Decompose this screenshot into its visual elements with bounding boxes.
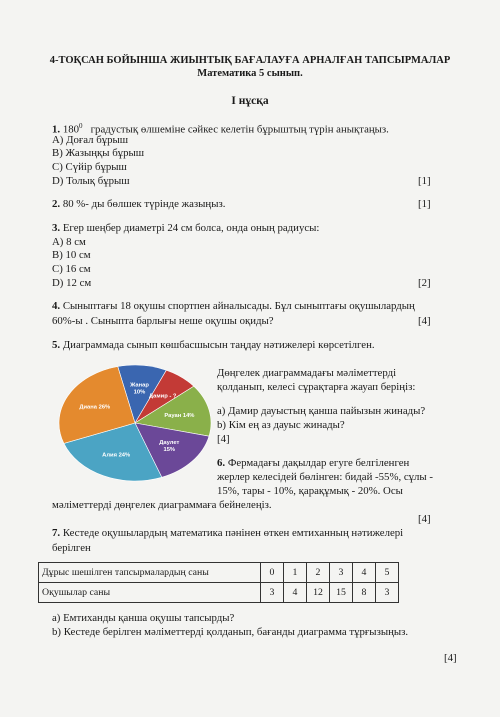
question-2 [52, 198, 225, 211]
question-3-option-d: D) 12 см [52, 277, 92, 289]
question-4-mark: [4] [418, 315, 431, 327]
table-cell: 12 [307, 583, 330, 603]
question-7-line-2: берілген [52, 542, 91, 554]
table-row-1-label: Дұрыс шешілген тапсырмалардың саны [39, 563, 261, 583]
question-3-mark: [2] [418, 277, 431, 289]
table-cell: 1 [284, 563, 307, 583]
question-4-text-1: Сыныптағы 18 оқушы спортпен айналысады. Бұл сыныптағы оқушылардың [62, 300, 415, 312]
table-cell: 3 [261, 583, 284, 603]
question-7-part-a: а) Емтиханды қанша оқушы тапсырды? [52, 612, 235, 624]
table-cell: 0 [261, 563, 284, 583]
worksheet-title: 4-ТОҚСАН БОЙЫНША ЖИЫНТЫҚ БАҒАЛАУҒА АРНАЛҒАН ТАПСЫРМАЛАР [49, 55, 451, 66]
question-1-degree-sup: 0 [79, 122, 83, 130]
question-6-mark: [4] [418, 513, 431, 525]
question-4-line-2: 60%-ы . Сыныпта барлығы неше оқушы оқиды? [52, 315, 274, 327]
question-6-line-1 [217, 457, 409, 470]
question-4-number: 4. [52, 300, 61, 312]
question-7-text-1: Кестеде оқушылардың математика пәнінен өткен емтиханның нәтижелері [62, 527, 404, 539]
question-3-option-c: С) 16 см [52, 263, 91, 275]
results-table [38, 562, 399, 603]
question-1-option-c: С) Сүйір бұрыш [52, 161, 127, 173]
question-7-number: 7. [52, 527, 61, 539]
question-5-text: Диаграммада сынып көшбасшысын таңдау нәтижелері көрсетілген. [62, 339, 375, 351]
question-3-option-b: В) 10 см [52, 249, 91, 261]
question-2-text: 80 %- ды бөлшек түрінде жазыңыз. [62, 198, 226, 210]
question-5-mark: [4] [217, 433, 230, 445]
pie-slice-label: Дамир - ? [149, 393, 177, 400]
question-5-intro-2: қолданып, келесі сұрақтарға жауап беріңіз: [217, 381, 416, 393]
question-6-line-3: 15%, тары - 10%, қарақұмық - 20%. Осы [217, 485, 403, 497]
pie-slice-label: Алия 24% [102, 452, 131, 459]
worksheet-subtitle: Математика 5 сынып. [197, 68, 303, 79]
table-row [39, 583, 399, 603]
question-5-part-b: b) Кім ең аз дауыс жинады? [217, 419, 345, 431]
table-cell: 15 [330, 583, 353, 603]
table-row-2-label: Оқушылар саны [39, 583, 261, 603]
question-6-number: 6. [217, 457, 226, 469]
pie-chart [58, 363, 212, 483]
table-cell: 2 [307, 563, 330, 583]
question-7-part-b: b) Кестеде берілген мәліметтерді қолданып, бағанды диаграмма тұрғызыңыз. [52, 626, 409, 638]
table-cell: 3 [376, 583, 399, 603]
question-1-option-a: А) Доғал бұрыш [52, 134, 129, 146]
question-5-number: 5. [52, 339, 61, 351]
question-5-intro-1: Дөңгелек диаграммадағы мәліметтерді [217, 367, 397, 379]
table-cell: 8 [353, 583, 376, 603]
question-2-number: 2. [52, 198, 61, 210]
question-3-option-a: А) 8 см [52, 236, 86, 248]
question-5 [52, 339, 375, 352]
question-1-number: 1. [52, 123, 61, 136]
question-2-mark: [1] [418, 198, 431, 210]
question-3 [52, 222, 319, 235]
pie-slice-label: Рауан 14% [164, 413, 195, 420]
question-3-number: 3. [52, 222, 61, 234]
question-7-mark: [4] [444, 652, 457, 664]
question-1-option-b: В) Жазыңқы бұрыш [52, 147, 145, 159]
table-row [39, 563, 399, 583]
question-6-text-1: Фермадағы дақылдар егуге белгіленген [227, 457, 410, 469]
variant-heading: І нұсқа [231, 95, 269, 107]
question-3-text: Егер шеңбер диаметрі 24 см болса, онда оның радиусы: [62, 222, 320, 234]
question-6-line-4: мәліметтерді дөңгелек диаграммаға бейнелеңіз. [52, 499, 272, 511]
pie-slice-label: Диана 26% [79, 404, 111, 411]
question-4-line-1 [52, 300, 415, 313]
question-7-line-1 [52, 527, 403, 540]
table-cell: 4 [353, 563, 376, 583]
pie-chart-svg [58, 363, 212, 483]
table-cell: 5 [376, 563, 399, 583]
question-1-option-d: D) Толық бұрыш [52, 175, 130, 187]
question-1-text: градустық өлшеміне сәйкес келетін бұрыштың түрін анықтаңыз. [90, 123, 389, 136]
question-6-line-2: жерлер келесідей бөлінген: бидай -55%, сұлы - [217, 471, 433, 483]
question-1-degree: 180 [62, 123, 80, 136]
table-cell: 4 [284, 583, 307, 603]
question-1-mark: [1] [418, 175, 431, 187]
question-5-part-a: а) Дамир дауыстың қанша пайызын жинады? [217, 405, 426, 417]
pie-slice-label: Даулет 15% [159, 439, 180, 453]
pie-slice-label: Жанар 10% [130, 382, 149, 396]
table-cell: 3 [330, 563, 353, 583]
